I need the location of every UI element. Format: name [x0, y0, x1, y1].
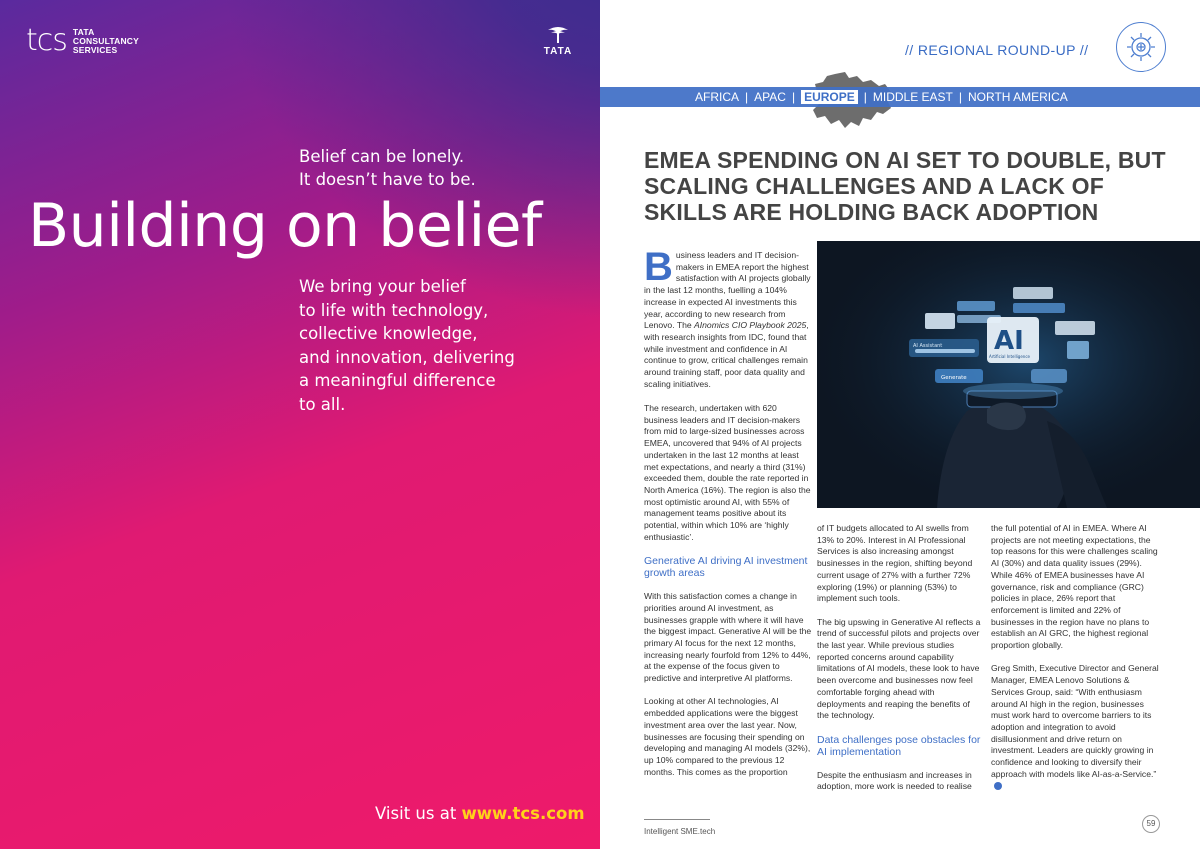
quote-text: Greg Smith, Executive Director and General Manager, EMEA Lenovo Solutions & Services Group, said: “With enthusiasm around AI high in the region, businesses must work hard to overcome barriers to its adoption and integration to avoid disillusionment and drive return on investment. Leaders are quickly growing in confidence and looking to diversify their approach with models like AI-as-a-Service.”: [991, 663, 1159, 779]
article-page: [600, 0, 1200, 849]
article-column-3: [991, 523, 1164, 804]
gear-icon: [1124, 30, 1158, 64]
ad-body-line: collective knowledge,: [299, 324, 478, 343]
ad-visit-line: [375, 804, 585, 823]
tcs-logo-line-1: TATA: [72, 26, 95, 37]
tcs-logo-text: [73, 28, 139, 55]
tcs-logo-line-3: SERVICES: [72, 44, 118, 55]
region-nav-bar: [600, 87, 1200, 107]
region-tab-apac[interactable]: APAC: [754, 90, 786, 104]
playbook-title: AInomics CIO Playbook 2025: [694, 320, 807, 331]
paragraph: Despite the enthusiasm and increases in adoption, more work is needed to realise: [817, 769, 972, 792]
ad-body-line: and innovation, delivering: [299, 347, 515, 367]
article-title: EMEA SPENDING ON AI SET TO DOUBLE, BUT SCALING CHALLENGES AND A LACK OF SKILLS ARE HOLDING BACK ADOPTION: [644, 147, 1166, 225]
ad-body-line: to all.: [299, 394, 346, 414]
paragraph: the full potential of AI in EMEA. Where AI projects are not meeting expectations, the top reasons for this were challenges scaling AI (30%) and data quality issues (29%). While 46% of EMEA businesses have AI governance, risk and compliance (GRC) policies in place, 26% report that enforcement is limited and 22% of businesses in the region have no plans to establish an AI GRC, the highest regional proportion globally.: [991, 523, 1158, 651]
paragraph: The research, undertaken with 620 business leaders and IT decision-makers from mid to large-sized businesses across EMEA, uncovered that 94% of AI projects undertaken in the last 12 months at least met expectations, and nearly a third (31%) exceeded them, double the rate reported in North America (16%). The region is also the most optimistic around AI, with 55% of management teams positive about its potential, within which 10% are ‘highly enthusiastic’.: [644, 403, 811, 542]
page-number: 59: [1142, 815, 1160, 833]
end-mark-icon: [994, 782, 1002, 790]
ad-body-copy: [299, 275, 559, 416]
tcs-logo[interactable]: [26, 23, 139, 58]
tata-emblem-icon: [547, 26, 569, 44]
region-separator: |: [745, 90, 749, 104]
article-column-1: [644, 403, 812, 790]
paragraph: With this satisfaction comes a change in priorities around AI investment, as businesses grapple with where it will have the biggest impact. Generative AI will be the primary AI focus for the next 12 months, increasing nearly fourfold from 12% to 44%, at the expense of the focus given to predictive and interpretive AI platforms.: [644, 591, 812, 684]
subheading-generative-ai: Generative AI driving AI investment growth areas: [644, 555, 808, 580]
tata-wordmark: TATA: [543, 46, 573, 57]
ad-tagline-line-1: Belief can be lonely.: [299, 147, 465, 166]
region-separator: |: [958, 90, 963, 104]
hero-illustration: [817, 241, 1200, 508]
tata-logo[interactable]: [538, 26, 578, 57]
ad-visit-prefix: Visit us at: [375, 804, 462, 823]
footer-publication: Intelligent SME.tech: [644, 827, 716, 836]
ad-body-line: We bring your belief: [299, 277, 466, 296]
hero-ai-subtext: Artificial Intelligence: [989, 354, 1030, 359]
gear-badge: [1116, 22, 1166, 72]
region-separator: |: [791, 90, 796, 104]
hero-ai-text: AI: [994, 326, 1024, 356]
tcs-logo-mark: tcs: [26, 23, 67, 58]
region-tab-middle-east[interactable]: MIDDLE EAST: [872, 90, 953, 104]
paragraph: of IT budgets allocated to AI swells from 13% to 20%. Interest in AI Professional Services is also increasing amongst businesses in the region, shifting beyond current usage of 27% with a further 72% exploring (19%) or planning (53%) to implement such tools.: [817, 523, 973, 604]
ad-visit-url-link[interactable]: www.tcs.com: [461, 804, 585, 823]
lead-text-end: , with research insights from IDC, found that while investment and confidence in AI continue to grow, critical challenges remain around training staff, poor data quality and scaling initiatives.: [644, 320, 809, 389]
lead-paragraph: [644, 245, 812, 390]
hero-assistant-label: AI Assistant: [913, 343, 943, 349]
article-column-2: [817, 523, 982, 805]
ad-body-line: a meaningful difference: [299, 371, 496, 390]
ad-tagline: [299, 145, 476, 191]
subheading-data-challenges: Data challenges pose obstacles for AI implementation: [817, 733, 981, 758]
tcs-logo-line-2: CONSULTANCY: [72, 35, 139, 46]
ad-tagline-line-2: It doesn’t have to be.: [299, 170, 476, 189]
ad-body-line: to life with technology,: [299, 300, 489, 320]
footer-rule: [644, 819, 710, 820]
ad-headline: Building on belief: [28, 191, 542, 261]
hero-image: [817, 241, 1200, 508]
paragraph: Looking at other AI technologies, AI embedded applications were the biggest investment area over the last year. Now, businesses are focusing their spending on developing and managing AI models (32%), up 10% compared to the previous 12 months. This comes as the proportion: [644, 696, 811, 777]
section-label: // REGIONAL ROUND-UP //: [905, 42, 1089, 58]
paragraph: The big upswing in Generative AI reflects a trend of successful pilots and projects over the last year. While previous studies reported concerns around capability limitations of AI models, these look to have been overcome and businesses now feel comfortable forging ahead with deployments and reaping the benefits of the technology.: [817, 616, 981, 721]
region-separator: |: [863, 90, 867, 104]
quote-paragraph: [991, 663, 1164, 792]
lead-text: usiness leaders and IT decision-makers in EMEA report the highest satisfaction with AI projects globally in the last 12 months, fuelling a 104% increase in expected AI investments this year, according to new research from Lenovo. The: [644, 250, 811, 331]
region-tab-europe[interactable]: EUROPE: [801, 90, 858, 104]
hero-generate-label: Generate: [941, 375, 967, 381]
dropcap: B: [644, 245, 673, 289]
article-column-1-lead: [644, 245, 812, 402]
region-tab-north-america[interactable]: NORTH AMERICA: [968, 90, 1068, 104]
region-tab-africa[interactable]: AFRICA: [695, 90, 740, 104]
